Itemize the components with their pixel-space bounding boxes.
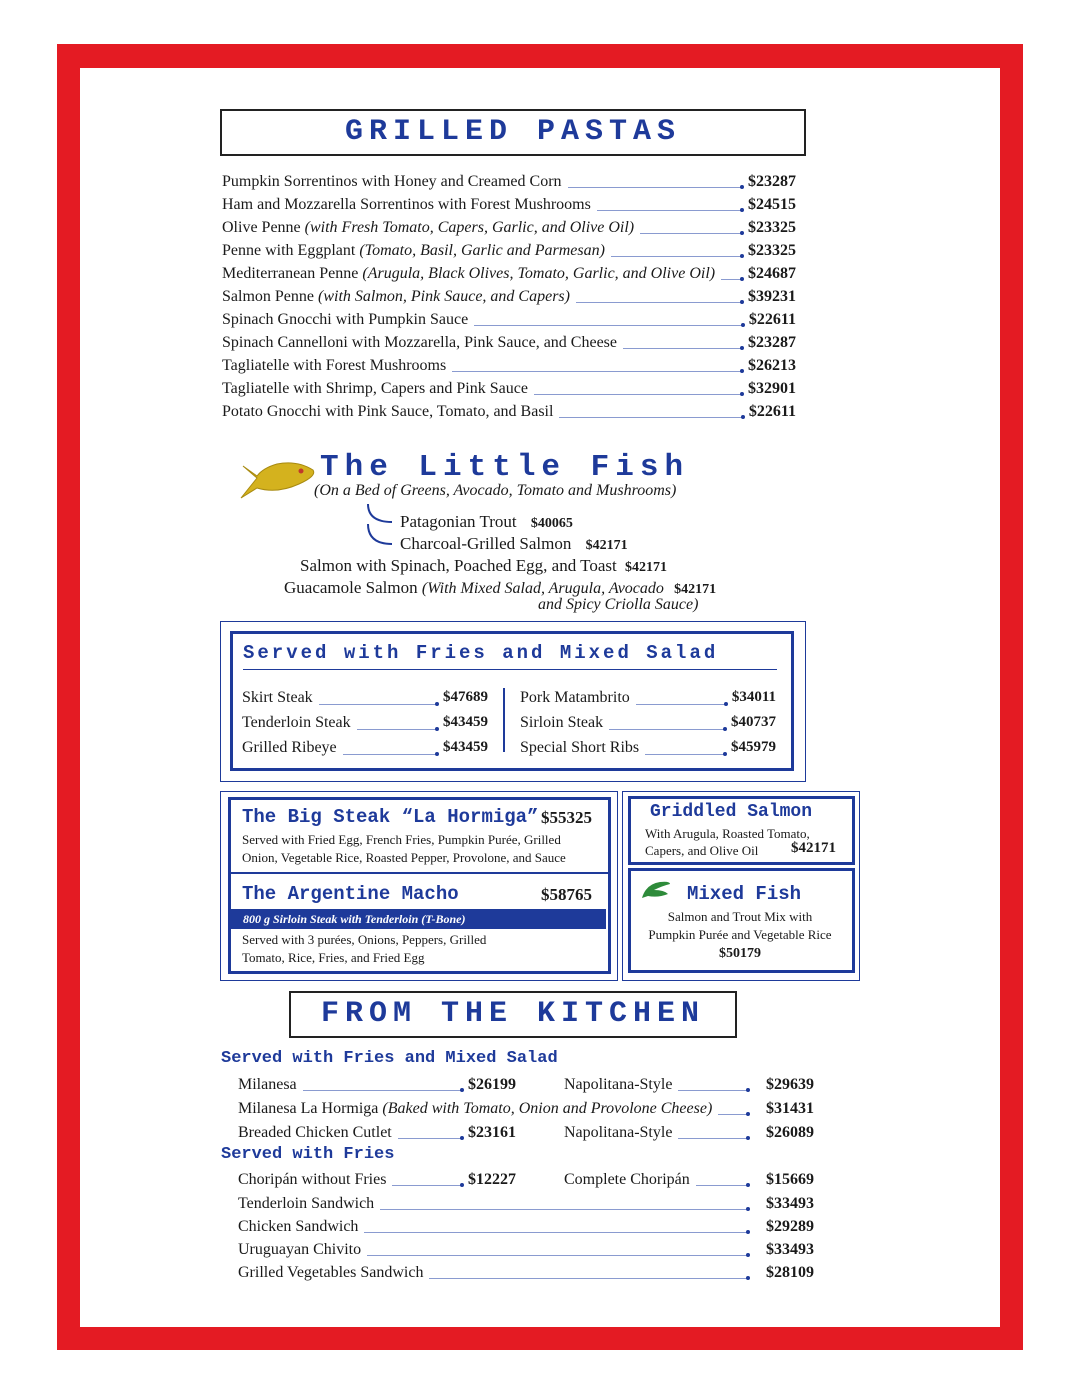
steaks-right-list [520,685,776,760]
leader-line [319,704,437,705]
item-name: Olive Penne [222,219,301,236]
steaks-title: Served with Fries and Mixed Salad [243,642,719,664]
item-price: $26199 [468,1076,516,1093]
item-price: $12227 [468,1171,516,1188]
leader-line [429,1278,748,1279]
griddled-salmon-price: $42171 [791,840,836,856]
desc-line: Onion, Vegetable Rice, Roasted Pepper, Provolone, and Sauce [242,850,566,865]
item-price: $42171 [624,560,667,575]
big-steak-desc [242,831,566,867]
chicken-cutlet-row [238,1121,516,1144]
pasta-item-row [222,193,796,216]
pasta-item-row [222,216,796,239]
item-name: Breaded Chicken Cutlet [238,1124,392,1141]
item-name: Salmon with Spinach, Poached Egg, and Toast [300,556,617,575]
sandwich-list [238,1192,814,1284]
pasta-item-row [222,308,796,331]
big-steak-price: $55325 [541,808,592,827]
macho-desc [242,931,486,967]
item-price: $29639 [766,1076,814,1093]
pastas-list [222,170,796,423]
sandwich-item-row [238,1192,814,1215]
fish-item-guacamole-salmon [284,578,716,598]
pasta-item-row [222,239,796,262]
leader-line [597,210,742,211]
item-name: Choripán without Fries [238,1171,387,1188]
item-name: Tenderloin Steak [242,714,351,731]
item-price: $23325 [748,219,796,236]
item-name: Tagliatelle with Shrimp, Capers and Pink Sauce [222,380,528,397]
kitchen-subheading-fries-salad: Served with Fries and Mixed Salad [221,1049,558,1068]
item-name: Potato Gnocchi with Pink Sauce, Tomato, and Basil [222,403,554,420]
leader-line [367,1255,748,1256]
item-price: $47689 [443,689,488,705]
napolitana-row-1 [564,1073,814,1096]
desc-line: Served with 3 purées, Onions, Peppers, Grilled [242,932,487,947]
item-price: $24687 [748,265,796,282]
leader-line [474,325,743,326]
macho-band: 800 g Sirloin Steak with Tenderloin (T-Bone) [231,909,606,929]
item-name: Napolitana-Style [564,1076,673,1093]
item-name: Grilled Ribeye [242,739,337,756]
item-note: (With Mixed Salad, Arugula, Avocado [421,580,664,597]
item-name: Skirt Steak [242,689,313,706]
sandwich-item-row [238,1238,814,1261]
item-note: (Tomato, Basil, Garlic and Parmesan) [359,242,605,259]
item-name: Spinach Cannelloni with Mozzarella, Pink Sauce, and Cheese [222,334,618,351]
leader-line [343,754,437,755]
item-name: Milanesa [238,1076,297,1093]
item-price: $26089 [766,1124,814,1141]
steak-item-row [242,735,488,760]
leader-line [380,1209,748,1210]
leader-line [636,704,726,705]
item-name: Chicken Sandwich [238,1218,359,1235]
griddled-salmon-desc [645,825,810,859]
item-price: $45979 [731,739,776,755]
kitchen-title: FROM THE KITCHEN [289,991,737,1038]
steak-item-row [242,710,488,735]
mixed-fish-title: Mixed Fish [687,883,802,905]
item-note: (Arugula, Black Olives, Tomato, Garlic, and Olive Oil) [362,265,716,282]
item-name: Patagonian Trout [400,512,517,531]
item-name: Mediterranean Penne [222,265,359,282]
leader-line [357,729,437,730]
fish-icon [237,458,321,502]
steak-item-row [520,685,776,710]
item-price: $39231 [748,288,796,305]
bracket-icon [364,502,398,552]
item-price: $43459 [443,714,488,730]
item-price: $23287 [748,173,796,190]
leader-line [611,256,742,257]
leader-line [640,233,742,234]
leader-line [623,348,742,349]
item-name: Pumpkin Sorrentinos with Honey and Creamed Corn [222,173,562,190]
fish-item-note-cont: and Spicy Criolla Sauce) [538,596,699,613]
item-name: Napolitana-Style [564,1124,673,1141]
desc-line: Pumpkin Purée and Vegetable Rice [648,927,832,942]
item-name: Ham and Mozzarella Sorrentinos with Forest Mushrooms [222,196,591,213]
item-price: $40065 [530,516,573,531]
pasta-item-row [222,170,796,193]
item-price: $23325 [748,242,796,259]
leader-line [559,417,742,418]
steak-item-row [520,710,776,735]
big-steak-title: The Big Steak “La Hormiga” [242,806,539,828]
fish-item-spinach-salmon [300,556,667,576]
item-name: Spinach Gnocchi with Pumpkin Sauce [222,311,469,328]
item-name: Guacamole Salmon [284,578,418,597]
big-steak-divider [231,872,608,874]
item-name: Tagliatelle with Forest Mushrooms [222,357,447,374]
leader-line [576,302,742,303]
macho-price: $58765 [541,885,592,904]
item-name: Special Short Ribs [520,739,640,756]
desc-line: Salmon and Trout Mix with [667,909,813,924]
item-name: Grilled Vegetables Sandwich [238,1264,424,1281]
griddled-salmon-title: Griddled Salmon [650,802,813,822]
item-price: $34011 [731,689,776,705]
item-price: $26213 [748,357,796,374]
item-price: $31431 [766,1100,814,1117]
pasta-item-row [222,377,796,400]
item-price: $22611 [748,403,796,420]
leader-line [452,371,742,372]
item-price: $33493 [766,1241,814,1258]
item-price: $42171 [674,582,717,597]
item-name: Uruguayan Chivito [238,1241,362,1258]
steaks-title-underline [243,669,777,670]
item-price: $29289 [766,1218,814,1235]
leaf-icon [640,878,672,902]
steak-item-row [520,735,776,760]
item-price: $42171 [585,538,628,553]
item-name: Milanesa La Hormiga [238,1100,379,1117]
leader-line [645,754,725,755]
leader-line [609,729,725,730]
item-note: (Baked with Tomato, Onion and Provolone Cheese) [382,1100,713,1117]
choripan-row [238,1168,516,1191]
pasta-item-row [222,331,796,354]
item-price: $28109 [766,1264,814,1281]
item-price: $32901 [748,380,796,397]
napolitana-row-2 [564,1121,814,1144]
milanesa-hormiga-row [238,1097,814,1120]
macho-title: The Argentine Macho [242,883,459,905]
steaks-divider [503,688,505,752]
mixed-fish-price: $50179 [719,946,761,961]
item-note: (with Salmon, Pink Sauce, and Capers) [318,288,570,305]
leader-line [364,1232,748,1233]
item-price: $23287 [748,334,796,351]
desc-line: Capers, and Olive Oil [645,843,759,858]
steaks-left-list [242,685,488,760]
pasta-item-row [222,285,796,308]
item-price: $43459 [443,739,488,755]
leader-line [568,187,742,188]
desc-line: With Arugula, Roasted Tomato, [645,826,810,841]
fish-title: The Little Fish [320,450,690,485]
sandwich-item-row [238,1261,814,1284]
steak-item-row [242,685,488,710]
fish-subtitle: (On a Bed of Greens, Avocado, Tomato and Mushrooms) [314,482,677,499]
pasta-item-row [222,354,796,377]
leader-line [534,394,742,395]
item-price: $40737 [731,714,776,730]
sandwich-item-row [238,1215,814,1238]
mixed-fish-desc [631,908,849,963]
leader-line [721,279,742,280]
item-price: $15669 [766,1171,814,1188]
pasta-item-row [222,400,796,423]
kitchen-subheading-fries: Served with Fries [221,1145,395,1164]
item-name: Pork Matambrito [520,689,630,706]
item-name: Sirloin Steak [520,714,604,731]
item-name: Charcoal-Grilled Salmon [400,534,572,553]
item-note: (with Fresh Tomato, Capers, Garlic, and Olive Oil) [304,219,635,236]
pastas-title: GRILLED PASTAS [220,109,806,156]
item-price: $24515 [748,196,796,213]
item-price: $23161 [468,1124,516,1141]
item-name: Penne with Eggplant [222,242,356,259]
item-price: $22611 [748,311,796,328]
milanesa-row [238,1073,516,1096]
desc-line: Tomato, Rice, Fries, and Fried Egg [242,950,425,965]
pasta-item-row [222,262,796,285]
item-price: $33493 [766,1195,814,1212]
fish-item-charcoal-salmon [400,534,628,554]
item-name: Salmon Penne [222,288,314,305]
item-name: Complete Choripán [564,1171,690,1188]
fish-item-trout [400,512,573,532]
item-name: Tenderloin Sandwich [238,1195,375,1212]
complete-choripan-row [564,1168,814,1191]
desc-line: Served with Fried Egg, French Fries, Pumpkin Purée, Grilled [242,832,561,847]
